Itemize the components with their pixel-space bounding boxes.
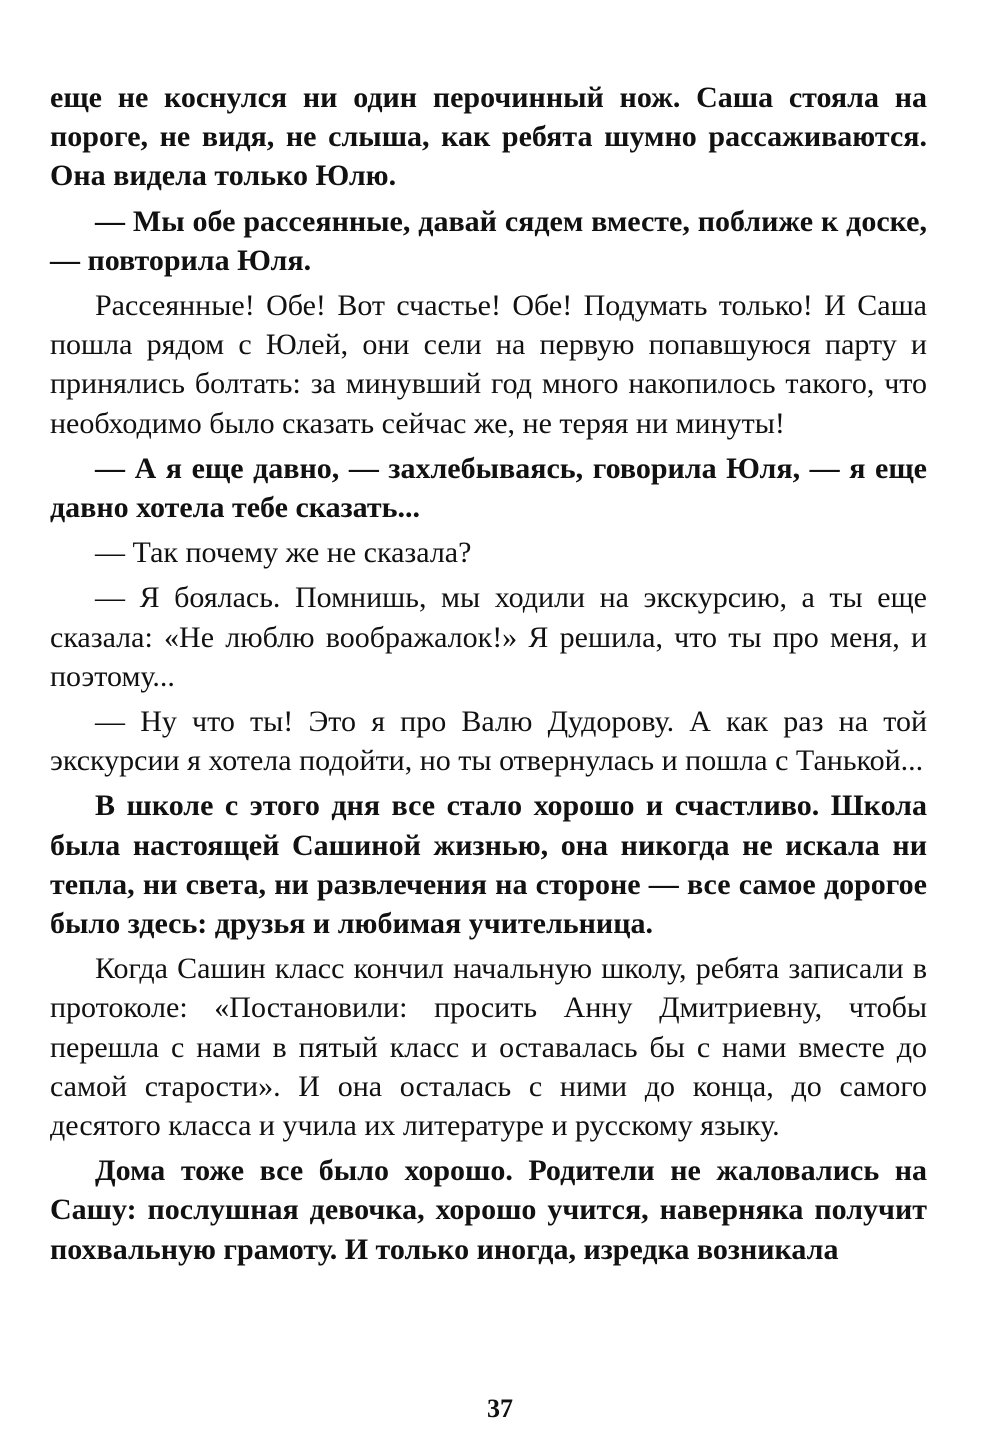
paragraph-2: — Мы обе рассеянные, давай сядем вместе, поближе к доске, — повторила Юля. — [50, 204, 927, 277]
paragraph-5: — Так почему же не сказала? — [95, 536, 472, 570]
paragraph-6: — Я боялась. Помнишь, мы ходили на экскурсию, а ты еще сказала: «Не люблю воображалок!» Я решила, что ты про меня, и поэтому... — [50, 581, 927, 693]
page-number: 37 — [487, 1394, 513, 1423]
paragraph-4: — А я еще давно, — захлебываясь, говорила Юля, — я еще давно хотела тебе сказать... — [50, 451, 927, 525]
paragraph-7: — Ну что ты! Это я про Валю Дудорову. А как раз на той экскурсии я хотела подойти, но ты отвернулась и пошла с Танькой... — [50, 705, 927, 778]
paragraph-9: Когда Сашин класс кончил начальную школу, ребята записали в протоколе: «Постановили: просить Анну Дмитриевну, чтобы перешла с нами в пятый класс и оставалась бы с нами вместе до самой старости». И она осталась с ними до конца, до самого десятого класса и учила их литературе и русскому языку. — [50, 952, 927, 1143]
paragraph-3: Рассеянные! Обе! Вот счастье! Обе! Подумать только! И Саша пошла рядом с Юлей, они сели на первую попавшуюся парту и принялись болтать: за минувший год много накопилось такого, что необходимо было сказать сейчас же, не теряя ни минуты! — [50, 289, 927, 440]
paragraph-10: Дома тоже все было хорошо. Родители не жаловались на Сашу: послушная девочка, хорошо учится, наверняка получит похвальную грамоту. И только иногда, изредка возникала — [50, 1154, 927, 1266]
book-page-text — [50, 78, 927, 1275]
paragraph-1: еще не коснулся ни один перочинный нож. Саша стояла на пороге, не видя, не слыша, как ребята шумно рассаживаются. Она видела только Юлю. — [50, 81, 927, 193]
paragraph-8: В школе с этого дня все стало хорошо и счастливо. Школа была настоящей Сашиной жизнью, она никогда не искала ни тепла, ни света, ни развлечения на стороне — все самое дорогое было здесь: друзья и любимая учительница. — [50, 789, 927, 941]
